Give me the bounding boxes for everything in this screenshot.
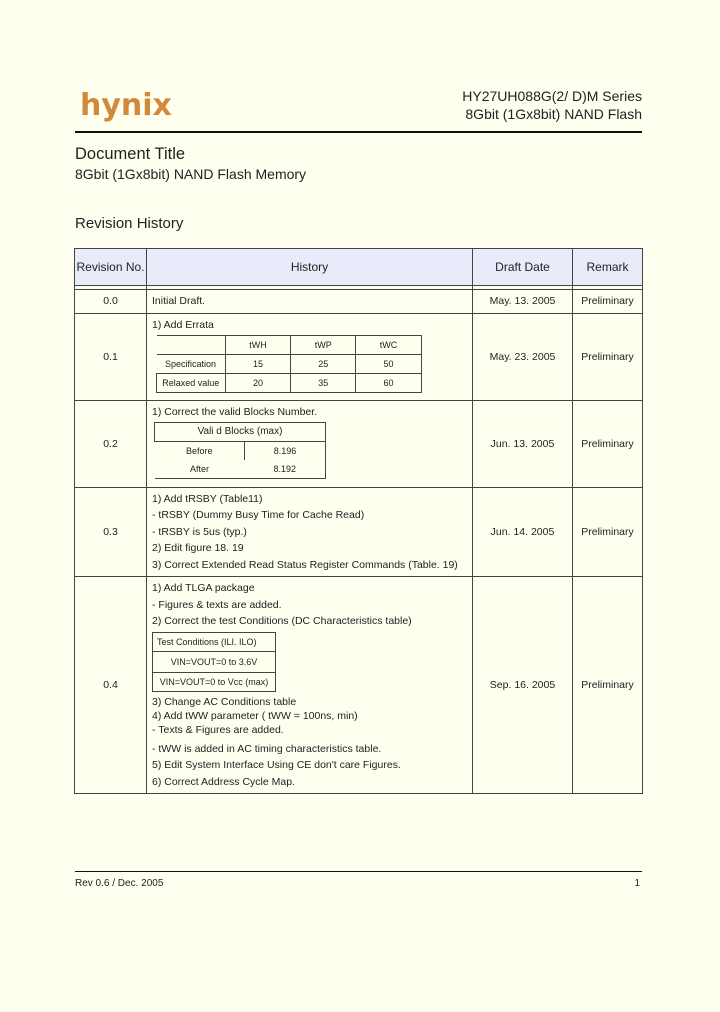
blocks-label: After: [155, 460, 245, 479]
rev-no: 0.3: [75, 487, 147, 577]
series-name: HY27UH088G(2/ D)M Series: [462, 88, 642, 104]
valid-blocks-head: Vali d Blocks (max): [155, 423, 326, 442]
timing-val: 20: [225, 374, 291, 393]
timing-val: 15: [225, 355, 291, 374]
history-line: - tRSBY is 5us (typ.): [152, 525, 247, 538]
table-row: [75, 290, 643, 314]
document-title: Document Title: [75, 145, 186, 163]
history-line: Initial Draft.: [147, 290, 473, 314]
draft-date: Jun. 14. 2005: [473, 487, 573, 577]
blocks-label: Before: [155, 442, 245, 461]
blocks-val: 8.192: [244, 460, 325, 479]
revision-table: [74, 248, 643, 794]
history-line: 1) Add tRSBY (Table11): [152, 492, 263, 505]
draft-date: May. 23. 2005: [473, 313, 573, 400]
valid-blocks-table: [154, 422, 326, 479]
table-header-row: [75, 249, 643, 286]
table-row: [75, 400, 643, 487]
page-number: 1: [634, 878, 640, 889]
history-line: 2) Correct the test Conditions (DC Characteristics table): [152, 615, 412, 627]
table-row: [75, 577, 643, 794]
product-name: 8Gbit (1Gx8bit) NAND Flash: [465, 106, 642, 122]
history-line: - Figures & texts are added.: [152, 598, 282, 611]
history-line: 1) Correct the valid Blocks Number.: [152, 405, 318, 418]
table-row: [75, 487, 643, 577]
history-line: 4) Add tWW parameter ( tWW = 100ns, min): [152, 709, 358, 722]
header-rule: [75, 131, 642, 133]
header-remark: Remark: [573, 249, 643, 286]
history-line: 1) Add Errata: [152, 318, 214, 331]
timing-col: tWP: [291, 336, 356, 355]
history-line: 1) Add TLGA package: [152, 582, 255, 594]
timing-col: tWH: [225, 336, 291, 355]
history-line: - tRSBY (Dummy Busy Time for Cache Read): [152, 509, 365, 521]
test-conditions-r1: VIN=VOUT=0 to 3.6V: [152, 651, 276, 672]
errata-timing-table: [156, 335, 422, 393]
remark: Preliminary: [573, 577, 643, 794]
remark: Preliminary: [573, 290, 643, 314]
test-conditions-r2: VIN=VOUT=0 to Vcc (max): [152, 672, 276, 692]
document-subtitle: 8Gbit (1Gx8bit) NAND Flash Memory: [75, 166, 307, 182]
history-line: 2) Edit figure 18. 19: [152, 542, 244, 554]
rev-no: 0.2: [75, 400, 147, 487]
table-row: [75, 313, 643, 400]
blocks-val: 8.196: [244, 442, 325, 461]
test-conditions-head: Test Conditions (ILI. ILO): [152, 632, 276, 651]
history-line: 3) Change AC Conditions table: [152, 695, 297, 708]
timing-row-label: Specification: [157, 355, 226, 374]
timing-val: 35: [291, 374, 356, 393]
draft-date: Sep. 16. 2005: [473, 577, 573, 794]
timing-row-label: Relaxed value: [157, 374, 226, 393]
history-line: 5) Edit System Interface Using CE don't care Figures.: [152, 759, 401, 771]
revision-history-heading: Revision History: [75, 215, 184, 232]
history-line: 6) Correct Address Cycle Map.: [152, 775, 295, 788]
history-line: - tWW is added in AC timing characteristics table.: [152, 742, 382, 755]
timing-val: 50: [356, 355, 422, 374]
remark: Preliminary: [573, 487, 643, 577]
remark: Preliminary: [573, 400, 643, 487]
timing-val: 60: [356, 374, 422, 393]
header-draft-date: Draft Date: [473, 249, 573, 286]
test-conditions-box: [152, 632, 276, 692]
footer-revision: Rev 0.6 / Dec. 2005: [75, 878, 164, 889]
timing-val: 25: [291, 355, 356, 374]
history-line: - Texts & Figures are added.: [152, 723, 284, 736]
rev-no: 0.1: [75, 313, 147, 400]
draft-date: Jun. 13. 2005: [473, 400, 573, 487]
footer-rule: [75, 871, 642, 872]
remark: Preliminary: [573, 313, 643, 400]
rev-no: 0.4: [75, 577, 147, 794]
hynix-logo: hynix: [80, 88, 172, 123]
header-revision: Revision No.: [75, 249, 147, 286]
draft-date: May. 13. 2005: [473, 290, 573, 314]
history-line: 3) Correct Extended Read Status Register Commands (Table. 19): [152, 558, 458, 571]
rev-no: 0.0: [75, 290, 147, 314]
timing-col: tWC: [356, 336, 422, 355]
header-history: History: [147, 249, 473, 286]
